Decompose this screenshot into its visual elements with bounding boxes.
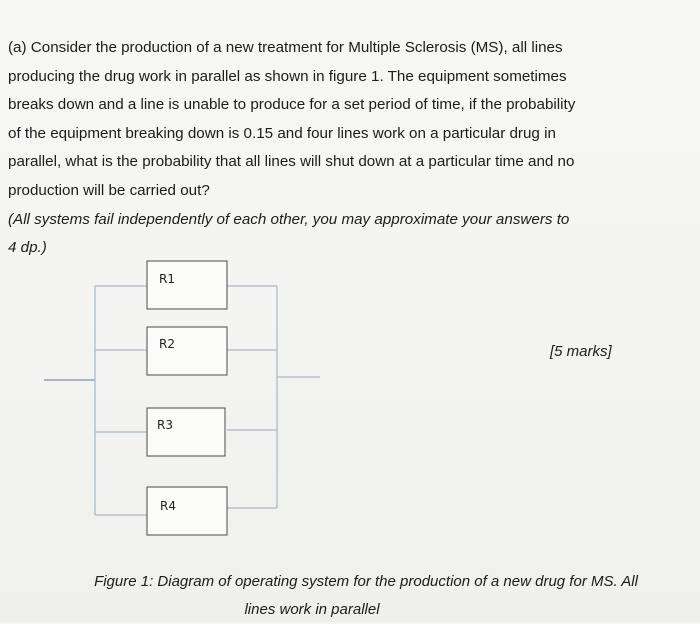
diagram-wires [44,286,320,515]
question-line-6: production will be carried out? [8,181,210,199]
question-line-3: breaks down and a line is unable to produce for a set period of time, if the probability [8,96,576,114]
component-r2 [147,327,227,375]
note-line-2: 4 dp.) [8,239,47,257]
figure-caption [0,568,700,624]
note-line-1: (All systems fail independently of each other, you may approximate your answers to [8,210,570,228]
parallel-system-diagram [0,250,700,550]
component-r3 [147,408,225,456]
marks-label: [5 marks] [550,343,612,360]
caption-line-2: lines work in parallel [244,601,380,618]
component-r3-label: R3 [157,418,173,432]
question-line-4: of the equipment breaking down is 0.15 and four lines work on a particular drug in [8,124,556,142]
caption-line-1: Figure 1: Diagram of operating system for the production of a new drug for MS. All [94,573,638,590]
question-line-1: (a) Consider the production of a new treatment for Multiple Sclerosis (MS), all lines [8,39,563,56]
question-text [8,34,668,263]
component-r4-label: R4 [160,499,176,513]
component-r1-label: R1 [159,272,175,286]
question-line-5: parallel, what is the probability that all lines will shut down at a particular time and no [8,153,575,171]
component-r2-label: R2 [159,337,175,351]
question-line-2: producing the drug work in parallel as shown in figure 1. The equipment sometimes [8,67,567,85]
component-r4 [147,487,227,535]
component-r1 [147,261,227,309]
